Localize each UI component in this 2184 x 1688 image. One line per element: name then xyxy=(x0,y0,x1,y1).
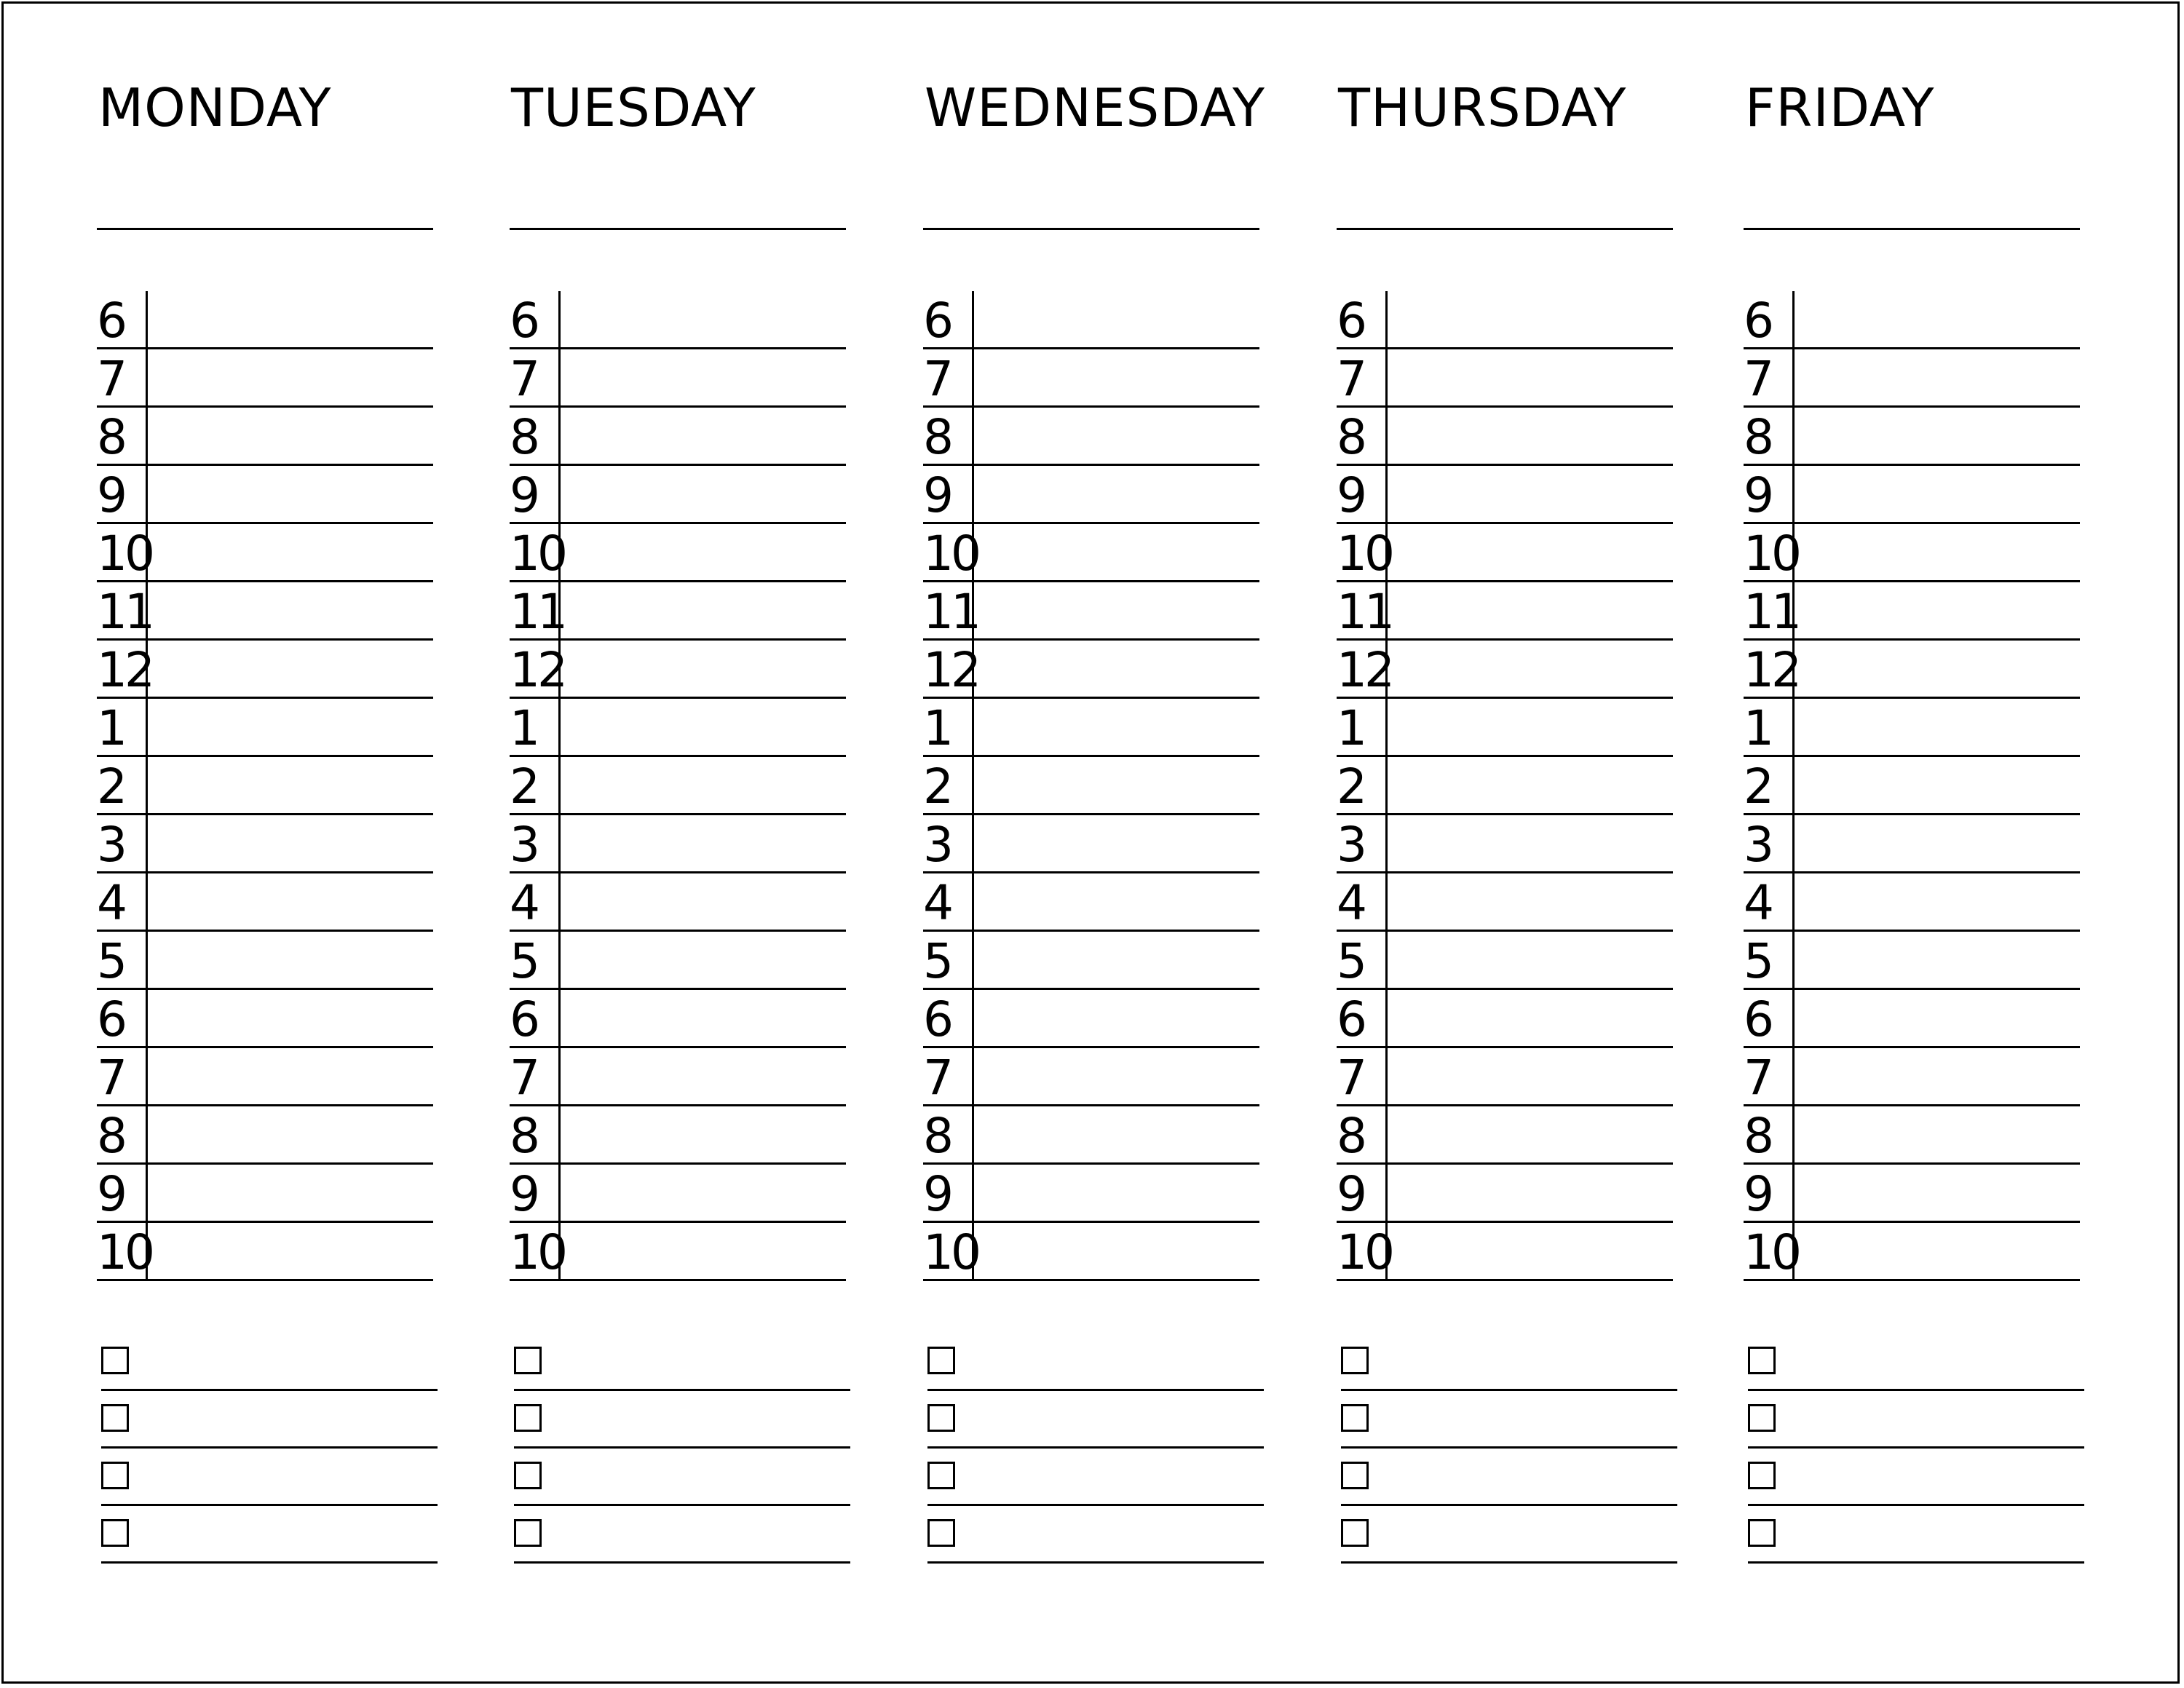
hour-slot xyxy=(1337,1048,1673,1106)
hour-label: 7 xyxy=(510,351,537,407)
hour-label: 5 xyxy=(923,933,951,989)
todo-item xyxy=(927,1506,1264,1564)
todo-item xyxy=(1748,1449,2084,1506)
hour-slot xyxy=(1337,349,1673,408)
hour-label: 3 xyxy=(510,817,537,873)
hour-slot xyxy=(1337,757,1673,815)
hour-label: 8 xyxy=(97,1108,124,1164)
hour-schedule xyxy=(923,291,1259,1281)
hour-slot xyxy=(510,699,846,757)
checkbox[interactable] xyxy=(514,1462,542,1489)
hour-slot xyxy=(923,641,1259,699)
hour-slot xyxy=(510,990,846,1048)
hour-label: 11 xyxy=(97,584,152,640)
hour-label: 11 xyxy=(1337,584,1392,640)
hour-label: 5 xyxy=(1337,933,1364,989)
todo-list xyxy=(514,1334,850,1566)
hour-slot xyxy=(97,932,433,990)
hour-label: 7 xyxy=(1337,351,1364,407)
hour-line xyxy=(1744,1279,2080,1281)
hour-slot xyxy=(97,699,433,757)
checkbox[interactable] xyxy=(101,1404,129,1432)
day-title: MONDAY xyxy=(98,77,332,138)
hour-slot xyxy=(923,1106,1259,1165)
hour-slot xyxy=(97,582,433,641)
hour-label: 6 xyxy=(923,293,951,349)
hour-label: 6 xyxy=(1744,991,1771,1047)
todo-item xyxy=(927,1391,1264,1449)
hour-slot xyxy=(923,582,1259,641)
hour-slot xyxy=(510,815,846,873)
hour-label: 8 xyxy=(1337,409,1364,465)
hour-slot xyxy=(510,524,846,582)
hour-slot xyxy=(510,408,846,466)
hour-label: 7 xyxy=(1337,1050,1364,1106)
hour-label: 9 xyxy=(923,467,951,523)
hour-slot xyxy=(1337,582,1673,641)
hour-label: 3 xyxy=(97,817,124,873)
hour-slot xyxy=(97,1223,433,1281)
hour-slot xyxy=(1337,408,1673,466)
hour-slot xyxy=(510,873,846,932)
hour-label: 4 xyxy=(1744,875,1771,931)
todo-line xyxy=(101,1561,438,1564)
hour-label: 2 xyxy=(510,758,537,815)
hour-slot xyxy=(1337,1223,1673,1281)
hour-slot xyxy=(510,1223,846,1281)
checkbox[interactable] xyxy=(1748,1404,1776,1432)
hour-slot xyxy=(1744,1048,2080,1106)
hour-slot xyxy=(97,466,433,524)
hour-schedule xyxy=(1337,291,1673,1281)
hour-slot xyxy=(97,873,433,932)
hour-label: 5 xyxy=(97,933,124,989)
hour-label: 10 xyxy=(97,1224,152,1280)
hour-slot xyxy=(97,1106,433,1165)
hour-label: 7 xyxy=(510,1050,537,1106)
todo-item xyxy=(1341,1506,1677,1564)
hour-label: 10 xyxy=(1337,1224,1392,1280)
todo-item xyxy=(101,1449,438,1506)
checkbox[interactable] xyxy=(1748,1462,1776,1489)
hour-label: 8 xyxy=(923,409,951,465)
hour-line xyxy=(97,1279,433,1281)
hour-label: 8 xyxy=(97,409,124,465)
day-column-monday xyxy=(97,0,439,1688)
hour-slot xyxy=(97,349,433,408)
hour-label: 11 xyxy=(923,584,978,640)
date-line xyxy=(923,228,1259,230)
checkbox[interactable] xyxy=(1341,1347,1369,1374)
hour-line xyxy=(1337,1279,1673,1281)
hour-label: 9 xyxy=(923,1166,951,1222)
checkbox[interactable] xyxy=(1341,1404,1369,1432)
hour-label: 4 xyxy=(510,875,537,931)
checkbox[interactable] xyxy=(101,1519,129,1547)
todo-item xyxy=(1341,1449,1677,1506)
hour-label: 12 xyxy=(923,642,978,698)
day-column-thursday xyxy=(1337,0,1679,1688)
hour-label: 10 xyxy=(1744,1224,1799,1280)
todo-item xyxy=(1341,1334,1677,1391)
todo-item xyxy=(1748,1391,2084,1449)
todo-item xyxy=(927,1449,1264,1506)
hour-label: 6 xyxy=(1744,293,1771,349)
checkbox[interactable] xyxy=(927,1347,955,1374)
hour-label: 1 xyxy=(1337,700,1364,756)
hour-label: 9 xyxy=(1744,467,1771,523)
date-line xyxy=(1337,228,1673,230)
hour-label: 11 xyxy=(1744,584,1799,640)
date-line xyxy=(1744,228,2080,230)
hour-label: 9 xyxy=(510,467,537,523)
hour-slot xyxy=(510,757,846,815)
hour-label: 9 xyxy=(1337,467,1364,523)
hour-label: 10 xyxy=(1744,526,1799,582)
todo-item xyxy=(514,1334,850,1391)
hour-slot xyxy=(97,1048,433,1106)
hour-label: 6 xyxy=(923,991,951,1047)
hour-label: 8 xyxy=(1337,1108,1364,1164)
hour-label: 4 xyxy=(97,875,124,931)
todo-item xyxy=(101,1506,438,1564)
hour-slot xyxy=(1744,1165,2080,1223)
hour-slot xyxy=(510,291,846,349)
hour-slot xyxy=(510,1048,846,1106)
hour-label: 4 xyxy=(1337,875,1364,931)
hour-label: 2 xyxy=(97,758,124,815)
hour-slot xyxy=(97,524,433,582)
todo-item xyxy=(1748,1506,2084,1564)
todo-item xyxy=(514,1391,850,1449)
hour-label: 6 xyxy=(97,991,124,1047)
hour-slot xyxy=(923,757,1259,815)
hour-slot xyxy=(1744,641,2080,699)
hour-slot xyxy=(1744,291,2080,349)
hour-label: 9 xyxy=(1744,1166,1771,1222)
hour-slot xyxy=(510,1106,846,1165)
hour-slot xyxy=(510,641,846,699)
hour-slot xyxy=(923,815,1259,873)
hour-label: 10 xyxy=(97,526,152,582)
hour-label: 5 xyxy=(1744,933,1771,989)
date-line xyxy=(97,228,433,230)
day-column-tuesday xyxy=(510,0,852,1688)
hour-slot xyxy=(97,1165,433,1223)
todo-line xyxy=(1341,1561,1677,1564)
hour-label: 6 xyxy=(1337,991,1364,1047)
hour-slot xyxy=(1744,582,2080,641)
hour-slot xyxy=(923,873,1259,932)
hour-slot xyxy=(923,1165,1259,1223)
todo-line xyxy=(1748,1561,2084,1564)
hour-slot xyxy=(923,1048,1259,1106)
todo-item xyxy=(514,1449,850,1506)
todo-line xyxy=(514,1561,850,1564)
todo-item xyxy=(927,1334,1264,1391)
hour-slot xyxy=(923,466,1259,524)
hour-slot xyxy=(510,1165,846,1223)
hour-label: 8 xyxy=(1744,1108,1771,1164)
checkbox[interactable] xyxy=(1748,1347,1776,1374)
todo-item xyxy=(1341,1391,1677,1449)
day-column-wednesday xyxy=(923,0,1265,1688)
todo-list xyxy=(1341,1334,1677,1566)
hour-slot xyxy=(1744,699,2080,757)
hour-slot xyxy=(510,466,846,524)
hour-slot xyxy=(923,349,1259,408)
hour-label: 7 xyxy=(923,1050,951,1106)
todo-item xyxy=(1748,1334,2084,1391)
hour-slot xyxy=(510,932,846,990)
hour-slot xyxy=(1337,466,1673,524)
hour-label: 12 xyxy=(1337,642,1392,698)
hour-slot xyxy=(1744,873,2080,932)
hour-label: 12 xyxy=(97,642,152,698)
hour-line xyxy=(510,1279,846,1281)
hour-slot xyxy=(923,990,1259,1048)
hour-label: 5 xyxy=(510,933,537,989)
hour-slot xyxy=(1744,932,2080,990)
todo-item xyxy=(101,1391,438,1449)
checkbox[interactable] xyxy=(514,1519,542,1547)
hour-label: 9 xyxy=(97,467,124,523)
day-title: THURSDAY xyxy=(1338,77,1627,138)
hour-slot xyxy=(1337,291,1673,349)
hour-label: 12 xyxy=(510,642,565,698)
hour-slot xyxy=(1744,757,2080,815)
hour-slot xyxy=(923,408,1259,466)
hour-label: 3 xyxy=(1744,817,1771,873)
checkbox[interactable] xyxy=(1341,1519,1369,1547)
hour-label: 7 xyxy=(1744,351,1771,407)
hour-line xyxy=(923,1279,1259,1281)
day-title: WEDNESDAY xyxy=(925,77,1265,138)
hour-slot xyxy=(1337,1106,1673,1165)
todo-item xyxy=(101,1334,438,1391)
hour-slot xyxy=(1337,932,1673,990)
hour-label: 1 xyxy=(923,700,951,756)
hour-label: 7 xyxy=(97,1050,124,1106)
hour-label: 10 xyxy=(510,1224,565,1280)
hour-slot xyxy=(1744,408,2080,466)
hour-label: 8 xyxy=(1744,409,1771,465)
hour-slot xyxy=(97,641,433,699)
hour-label: 8 xyxy=(510,409,537,465)
hour-label: 7 xyxy=(923,351,951,407)
checkbox[interactable] xyxy=(101,1347,129,1374)
todo-list xyxy=(1748,1334,2084,1566)
date-line xyxy=(510,228,846,230)
checkbox[interactable] xyxy=(101,1462,129,1489)
hour-label: 12 xyxy=(1744,642,1799,698)
hour-schedule xyxy=(1744,291,2080,1281)
hour-label: 8 xyxy=(923,1108,951,1164)
hour-label: 2 xyxy=(1744,758,1771,815)
hour-label: 8 xyxy=(510,1108,537,1164)
checkbox[interactable] xyxy=(927,1462,955,1489)
hour-label: 4 xyxy=(923,875,951,931)
todo-list xyxy=(101,1334,438,1566)
hour-schedule xyxy=(97,291,433,1281)
hour-label: 10 xyxy=(923,526,978,582)
checkbox[interactable] xyxy=(927,1404,955,1432)
hour-slot xyxy=(97,291,433,349)
hour-label: 6 xyxy=(97,293,124,349)
checkbox[interactable] xyxy=(1341,1462,1369,1489)
hour-slot xyxy=(923,1223,1259,1281)
hour-slot xyxy=(1744,990,2080,1048)
hour-label: 6 xyxy=(510,293,537,349)
hour-slot xyxy=(1337,873,1673,932)
hour-slot xyxy=(923,932,1259,990)
hour-slot xyxy=(1337,815,1673,873)
hour-label: 10 xyxy=(510,526,565,582)
hour-label: 9 xyxy=(97,1166,124,1222)
checkbox[interactable] xyxy=(514,1404,542,1432)
hour-slot xyxy=(923,524,1259,582)
hour-slot xyxy=(97,408,433,466)
todo-list xyxy=(927,1334,1264,1566)
hour-slot xyxy=(923,699,1259,757)
hour-label: 1 xyxy=(510,700,537,756)
hour-slot xyxy=(510,582,846,641)
hour-slot xyxy=(97,990,433,1048)
hour-schedule xyxy=(510,291,846,1281)
hour-label: 7 xyxy=(1744,1050,1771,1106)
hour-slot xyxy=(1744,1106,2080,1165)
day-title: FRIDAY xyxy=(1745,77,1935,138)
hour-label: 10 xyxy=(923,1224,978,1280)
hour-slot xyxy=(1337,524,1673,582)
checkbox[interactable] xyxy=(1748,1519,1776,1547)
day-title: TUESDAY xyxy=(511,77,756,138)
hour-label: 2 xyxy=(923,758,951,815)
day-column-friday xyxy=(1744,0,2086,1688)
hour-label: 6 xyxy=(1337,293,1364,349)
checkbox[interactable] xyxy=(927,1519,955,1547)
hour-slot xyxy=(97,815,433,873)
hour-slot xyxy=(1337,641,1673,699)
hour-label: 1 xyxy=(97,700,124,756)
hour-label: 6 xyxy=(510,991,537,1047)
hour-label: 9 xyxy=(510,1166,537,1222)
hour-label: 9 xyxy=(1337,1166,1364,1222)
hour-slot xyxy=(1744,349,2080,408)
hour-label: 3 xyxy=(1337,817,1364,873)
hour-slot xyxy=(1744,1223,2080,1281)
hour-slot xyxy=(1337,699,1673,757)
todo-item xyxy=(514,1506,850,1564)
hour-slot xyxy=(1337,990,1673,1048)
hour-slot xyxy=(1744,466,2080,524)
hour-slot xyxy=(923,291,1259,349)
hour-label: 2 xyxy=(1337,758,1364,815)
hour-label: 7 xyxy=(97,351,124,407)
hour-label: 11 xyxy=(510,584,565,640)
hour-label: 10 xyxy=(1337,526,1392,582)
checkbox[interactable] xyxy=(514,1347,542,1374)
hour-label: 1 xyxy=(1744,700,1771,756)
hour-slot xyxy=(1744,815,2080,873)
hour-slot xyxy=(1337,1165,1673,1223)
hour-slot xyxy=(97,757,433,815)
hour-slot xyxy=(1744,524,2080,582)
todo-line xyxy=(927,1561,1264,1564)
hour-slot xyxy=(510,349,846,408)
hour-label: 3 xyxy=(923,817,951,873)
